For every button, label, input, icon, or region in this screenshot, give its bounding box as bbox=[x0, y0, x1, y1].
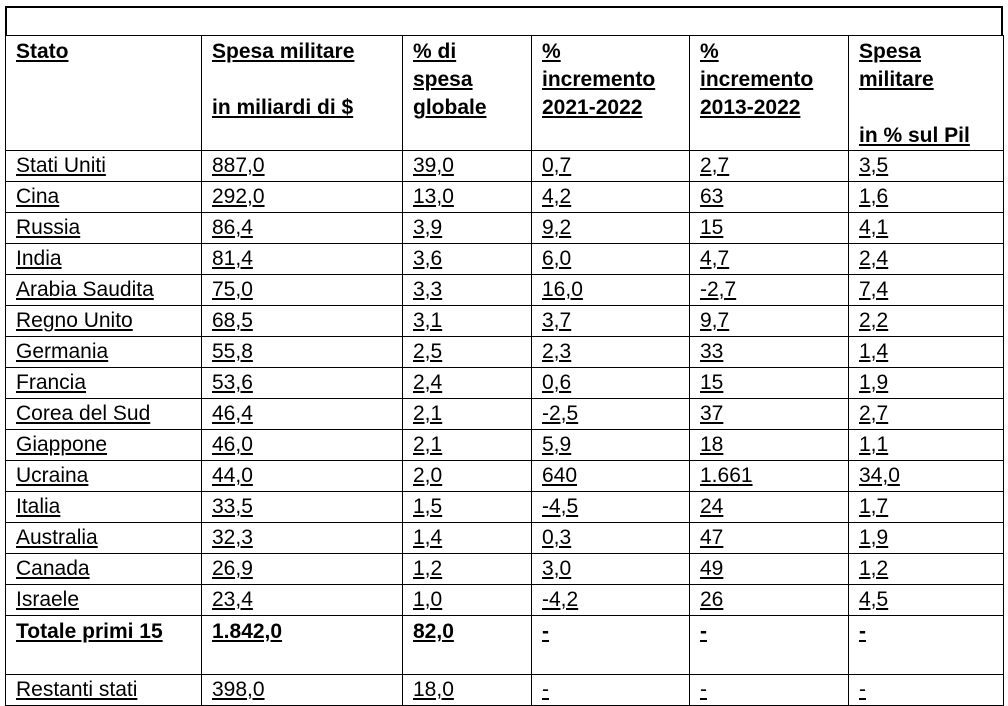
table-row bbox=[6, 461, 1004, 492]
column-header-text: spesa bbox=[413, 68, 473, 91]
table-cell bbox=[532, 461, 690, 492]
cell-value: 1,9 bbox=[859, 371, 889, 394]
cell-value: 1,9 bbox=[859, 526, 889, 549]
table-cell bbox=[532, 213, 690, 244]
cell-value: - bbox=[542, 678, 549, 701]
cell-value: 82,0 bbox=[413, 620, 454, 643]
table-cell bbox=[6, 213, 202, 244]
cell-value: 39,0 bbox=[413, 154, 454, 177]
table-cell bbox=[403, 461, 532, 492]
cell-value: 3,6 bbox=[413, 247, 443, 270]
cell-value: 9,2 bbox=[542, 216, 572, 239]
cell-value: 2,4 bbox=[413, 371, 443, 394]
table-row bbox=[6, 275, 1004, 306]
cell-value: Ucraina bbox=[16, 464, 89, 487]
table-cell bbox=[690, 151, 849, 182]
table-cell bbox=[202, 337, 403, 368]
table-cell bbox=[202, 213, 403, 244]
cell-value: 0,3 bbox=[542, 526, 572, 549]
cell-value: 53,6 bbox=[212, 371, 253, 394]
table-cell bbox=[202, 306, 403, 337]
table-cell bbox=[6, 244, 202, 275]
table-cell bbox=[6, 368, 202, 399]
table-cell bbox=[690, 399, 849, 430]
table-row bbox=[6, 430, 1004, 461]
cell-value: 887,0 bbox=[212, 154, 265, 177]
table-cell bbox=[403, 523, 532, 554]
table-cell bbox=[849, 399, 1004, 430]
table-cell bbox=[202, 461, 403, 492]
table-row bbox=[6, 151, 1004, 182]
cell-value: 6,0 bbox=[542, 247, 572, 270]
table-cell bbox=[403, 275, 532, 306]
cell-value: 18 bbox=[700, 433, 724, 456]
cell-value: 3,0 bbox=[542, 557, 572, 580]
cell-value: -2,7 bbox=[700, 278, 737, 301]
cell-value: Restanti stati bbox=[16, 678, 138, 701]
cell-value: Germania bbox=[16, 340, 109, 363]
column-header bbox=[690, 36, 849, 151]
document-table-container bbox=[5, 6, 1003, 706]
table-row bbox=[6, 337, 1004, 368]
cell-value: Totale primi 15 bbox=[16, 620, 163, 643]
table-cell bbox=[532, 399, 690, 430]
column-header-text: militare bbox=[859, 68, 934, 91]
table-cell bbox=[403, 430, 532, 461]
cell-value: 68,5 bbox=[212, 309, 253, 332]
cell-value: 1.661 bbox=[700, 464, 753, 487]
table-cell bbox=[690, 554, 849, 585]
cell-value: 0,7 bbox=[542, 154, 572, 177]
table-cell bbox=[849, 306, 1004, 337]
cell-value: 46,0 bbox=[212, 433, 253, 456]
cell-value: - bbox=[859, 620, 866, 643]
table-cell bbox=[532, 430, 690, 461]
table-row bbox=[6, 399, 1004, 430]
cell-value: 26 bbox=[700, 588, 724, 611]
table-cell bbox=[6, 554, 202, 585]
column-header bbox=[6, 36, 202, 151]
cell-value: 23,4 bbox=[212, 588, 253, 611]
table-cell bbox=[849, 213, 1004, 244]
table-cell bbox=[849, 337, 1004, 368]
table-cell bbox=[6, 492, 202, 523]
cell-value: 640 bbox=[542, 464, 578, 487]
table-cell bbox=[690, 337, 849, 368]
cell-value: 4,5 bbox=[859, 588, 889, 611]
table-row bbox=[6, 585, 1004, 616]
cell-value: 4,7 bbox=[700, 247, 730, 270]
cell-value: 46,4 bbox=[212, 402, 253, 425]
table-cell bbox=[6, 151, 202, 182]
table-cell bbox=[6, 275, 202, 306]
cell-value: 47 bbox=[700, 526, 724, 549]
table-cell bbox=[849, 151, 1004, 182]
table-cell bbox=[6, 306, 202, 337]
cell-value: 1,7 bbox=[859, 495, 889, 518]
cell-value: 1.842,0 bbox=[212, 620, 283, 643]
column-header-text: incremento bbox=[542, 68, 656, 91]
cell-value: 15 bbox=[700, 216, 724, 239]
table-cell bbox=[690, 461, 849, 492]
table-cell bbox=[403, 213, 532, 244]
table-cell bbox=[532, 337, 690, 368]
column-header bbox=[849, 36, 1004, 151]
cell-value: 5,9 bbox=[542, 433, 572, 456]
table-cell bbox=[849, 275, 1004, 306]
table-cell bbox=[403, 675, 532, 706]
remaining-row bbox=[6, 675, 1004, 706]
column-header-text: 2013-2022 bbox=[700, 96, 801, 119]
table-cell bbox=[532, 616, 690, 675]
table-cell bbox=[690, 306, 849, 337]
table-cell bbox=[690, 244, 849, 275]
cell-value: Israele bbox=[16, 588, 80, 611]
table-cell bbox=[532, 275, 690, 306]
cell-value: -2,5 bbox=[542, 402, 579, 425]
table-cell bbox=[403, 244, 532, 275]
column-header bbox=[403, 36, 532, 151]
table-cell bbox=[6, 675, 202, 706]
cell-value: Russia bbox=[16, 216, 81, 239]
cell-value: 4,1 bbox=[859, 216, 889, 239]
cell-value: Francia bbox=[16, 371, 87, 394]
table-cell bbox=[532, 306, 690, 337]
cell-value: -4,2 bbox=[542, 588, 579, 611]
table-cell bbox=[532, 554, 690, 585]
cell-value: 2,5 bbox=[413, 340, 443, 363]
table-cell bbox=[6, 523, 202, 554]
table-cell bbox=[690, 585, 849, 616]
table-row bbox=[6, 368, 1004, 399]
cell-value: 2,2 bbox=[859, 309, 889, 332]
cell-value: 1,1 bbox=[859, 433, 889, 456]
table-cell bbox=[532, 151, 690, 182]
column-header-text: % di bbox=[413, 40, 457, 63]
table-cell bbox=[532, 244, 690, 275]
cell-value: 2,3 bbox=[542, 340, 572, 363]
column-header bbox=[202, 36, 403, 151]
table-top-empty-row bbox=[5, 6, 1003, 35]
table-row bbox=[6, 492, 1004, 523]
column-header bbox=[532, 36, 690, 151]
cell-value: 34,0 bbox=[859, 464, 900, 487]
table-cell bbox=[403, 182, 532, 213]
column-header-text: Spesa militare bbox=[212, 40, 355, 63]
cell-value: 1,0 bbox=[413, 588, 443, 611]
table-cell bbox=[6, 182, 202, 213]
table-cell bbox=[532, 182, 690, 213]
header-row bbox=[6, 36, 1004, 151]
cell-value: 1,4 bbox=[859, 340, 889, 363]
table-cell bbox=[202, 244, 403, 275]
table-cell bbox=[849, 585, 1004, 616]
column-header-text: Stato bbox=[16, 40, 69, 63]
column-header-text: % bbox=[700, 40, 719, 63]
cell-value: 32,3 bbox=[212, 526, 253, 549]
table-cell bbox=[6, 461, 202, 492]
table-cell bbox=[202, 430, 403, 461]
cell-value: 75,0 bbox=[212, 278, 253, 301]
table-cell bbox=[202, 182, 403, 213]
cell-value: 0,6 bbox=[542, 371, 572, 394]
cell-value: Cina bbox=[16, 185, 60, 208]
cell-value: 2,1 bbox=[413, 402, 443, 425]
table-cell bbox=[849, 461, 1004, 492]
table-cell bbox=[202, 585, 403, 616]
military-spending-table bbox=[5, 35, 1004, 706]
table-cell bbox=[403, 492, 532, 523]
cell-value: - bbox=[700, 620, 707, 643]
cell-value: 2,4 bbox=[859, 247, 889, 270]
cell-value: - bbox=[700, 678, 707, 701]
table-cell bbox=[690, 492, 849, 523]
table-cell bbox=[690, 430, 849, 461]
cell-value: 18,0 bbox=[413, 678, 454, 701]
table-cell bbox=[6, 337, 202, 368]
cell-value: 2,0 bbox=[413, 464, 443, 487]
table-cell bbox=[690, 616, 849, 675]
column-header-text: in % sul Pil bbox=[859, 124, 970, 147]
cell-value: Australia bbox=[16, 526, 98, 549]
table-cell bbox=[202, 492, 403, 523]
table-cell bbox=[849, 430, 1004, 461]
table-cell bbox=[403, 585, 532, 616]
cell-value: 33,5 bbox=[212, 495, 253, 518]
cell-value: Arabia Saudita bbox=[16, 278, 154, 301]
cell-value: Corea del Sud bbox=[16, 402, 151, 425]
cell-value: 24 bbox=[700, 495, 724, 518]
cell-value: 2,7 bbox=[700, 154, 730, 177]
table-cell bbox=[202, 151, 403, 182]
cell-value: 9,7 bbox=[700, 309, 730, 332]
table-cell bbox=[532, 675, 690, 706]
cell-value: 16,0 bbox=[542, 278, 583, 301]
cell-value: 3,3 bbox=[413, 278, 443, 301]
table-cell bbox=[403, 554, 532, 585]
table-cell bbox=[202, 675, 403, 706]
column-header-text: incremento bbox=[700, 68, 814, 91]
table-cell bbox=[403, 151, 532, 182]
table-row bbox=[6, 554, 1004, 585]
table-row bbox=[6, 244, 1004, 275]
table-cell bbox=[403, 399, 532, 430]
cell-value: 4,2 bbox=[542, 185, 572, 208]
table-cell bbox=[690, 523, 849, 554]
cell-value: 398,0 bbox=[212, 678, 265, 701]
table-cell bbox=[202, 275, 403, 306]
cell-value: 44,0 bbox=[212, 464, 253, 487]
cell-value: 1,2 bbox=[413, 557, 443, 580]
table-cell bbox=[403, 616, 532, 675]
cell-value: - bbox=[542, 620, 549, 643]
table-cell bbox=[690, 182, 849, 213]
table-cell bbox=[6, 585, 202, 616]
cell-value: 7,4 bbox=[859, 278, 889, 301]
cell-value: 1,5 bbox=[413, 495, 443, 518]
cell-value: 55,8 bbox=[212, 340, 253, 363]
table-cell bbox=[532, 585, 690, 616]
cell-value: India bbox=[16, 247, 62, 270]
cell-value: 2,1 bbox=[413, 433, 443, 456]
table-cell bbox=[532, 368, 690, 399]
cell-value: 13,0 bbox=[413, 185, 454, 208]
cell-value: 86,4 bbox=[212, 216, 253, 239]
cell-value: 3,9 bbox=[413, 216, 443, 239]
cell-value: 3,1 bbox=[413, 309, 443, 332]
table-cell bbox=[6, 430, 202, 461]
cell-value: -4,5 bbox=[542, 495, 579, 518]
table-cell bbox=[202, 554, 403, 585]
table-row bbox=[6, 182, 1004, 213]
table-cell bbox=[403, 368, 532, 399]
column-header-text: 2021-2022 bbox=[542, 96, 643, 119]
table-row bbox=[6, 213, 1004, 244]
table-row bbox=[6, 306, 1004, 337]
table-cell bbox=[532, 492, 690, 523]
cell-value: Stati Uniti bbox=[16, 154, 106, 177]
column-header-text: globale bbox=[413, 96, 487, 119]
cell-value: 37 bbox=[700, 402, 724, 425]
cell-value: 26,9 bbox=[212, 557, 253, 580]
table-cell bbox=[6, 399, 202, 430]
cell-value: 1,6 bbox=[859, 185, 889, 208]
table-cell bbox=[849, 616, 1004, 675]
table-cell bbox=[532, 523, 690, 554]
table-row bbox=[6, 523, 1004, 554]
column-header-text: in miliardi di $ bbox=[212, 96, 354, 119]
table-cell bbox=[6, 616, 202, 675]
table-cell bbox=[849, 675, 1004, 706]
cell-value: Regno Unito bbox=[16, 309, 133, 332]
table-cell bbox=[849, 368, 1004, 399]
table-cell bbox=[690, 675, 849, 706]
cell-value: 1,4 bbox=[413, 526, 443, 549]
column-header-text: % bbox=[542, 40, 561, 63]
table-cell bbox=[849, 492, 1004, 523]
table-cell bbox=[202, 368, 403, 399]
table-cell bbox=[403, 337, 532, 368]
cell-value: 81,4 bbox=[212, 247, 253, 270]
cell-value: 3,5 bbox=[859, 154, 889, 177]
cell-value: 15 bbox=[700, 371, 724, 394]
table-cell bbox=[202, 616, 403, 675]
table-cell bbox=[202, 399, 403, 430]
cell-value: 49 bbox=[700, 557, 724, 580]
cell-value: - bbox=[859, 678, 866, 701]
table-cell bbox=[202, 523, 403, 554]
column-header-text: Spesa bbox=[859, 40, 921, 63]
cell-value: 2,7 bbox=[859, 402, 889, 425]
cell-value: 292,0 bbox=[212, 185, 265, 208]
table-cell bbox=[690, 275, 849, 306]
cell-value: 3,7 bbox=[542, 309, 572, 332]
cell-value: 1,2 bbox=[859, 557, 889, 580]
table-cell bbox=[849, 182, 1004, 213]
cell-value: 63 bbox=[700, 185, 724, 208]
table-cell bbox=[403, 306, 532, 337]
table-cell bbox=[849, 523, 1004, 554]
cell-value: Giappone bbox=[16, 433, 108, 456]
cell-value: Canada bbox=[16, 557, 90, 580]
table-cell bbox=[690, 368, 849, 399]
table-cell bbox=[690, 213, 849, 244]
table-cell bbox=[849, 554, 1004, 585]
table-cell bbox=[849, 244, 1004, 275]
cell-value: 33 bbox=[700, 340, 724, 363]
cell-value: Italia bbox=[16, 495, 61, 518]
total-row bbox=[6, 616, 1004, 675]
